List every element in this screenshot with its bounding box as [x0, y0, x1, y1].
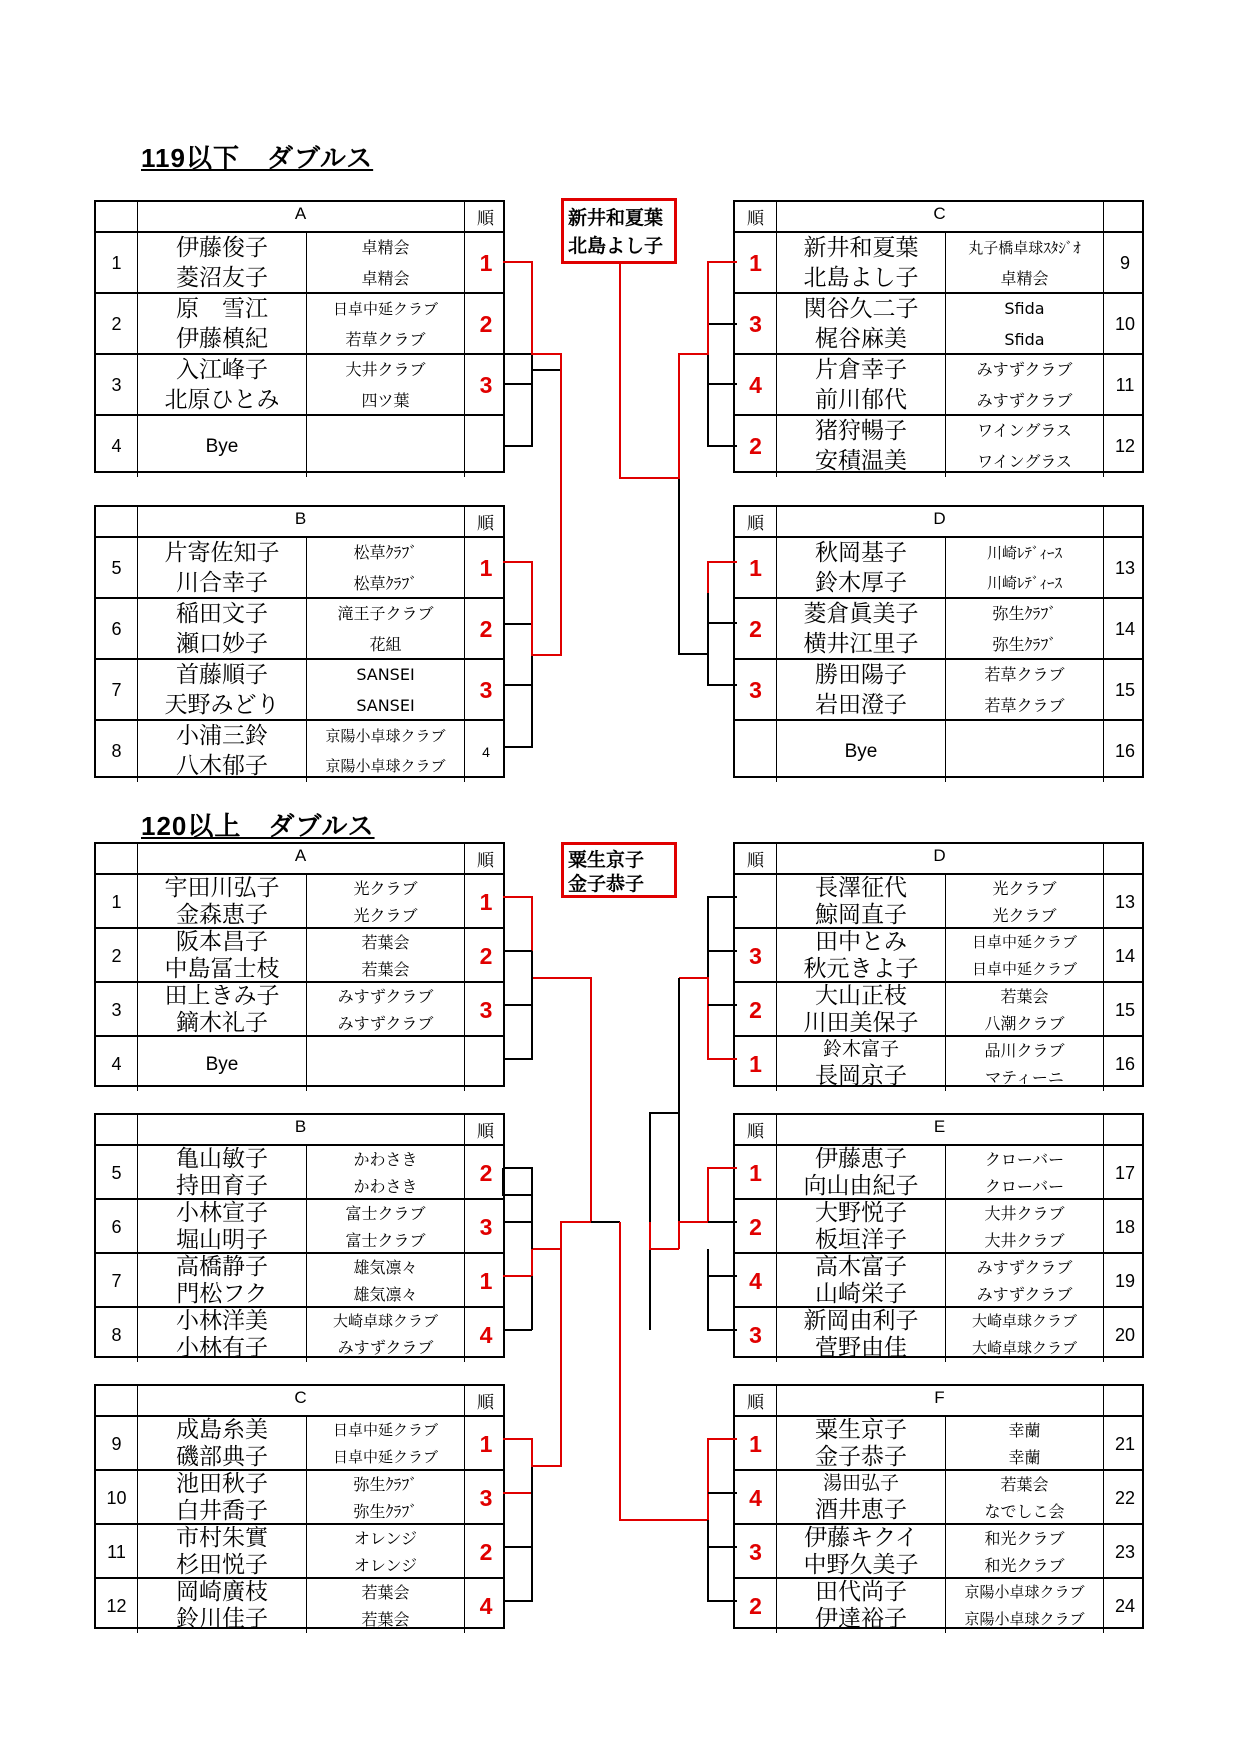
entry-number: 4: [111, 436, 122, 456]
player-name: 岡崎廣枝: [176, 1579, 268, 1605]
club-name: SANSEI: [356, 665, 415, 685]
player-name: 横井江里子: [803, 631, 919, 658]
club-name: 四ツ葉: [361, 390, 410, 410]
player-name: 八木郁子: [176, 753, 268, 780]
rank-value: 3: [749, 311, 762, 337]
bracket-line: [679, 478, 708, 654]
club-name: かわさき: [353, 1176, 418, 1196]
player-name: 菱沼友子: [176, 265, 268, 292]
player-name: 山崎栄子: [815, 1281, 907, 1307]
player-name: 鯨岡直子: [815, 902, 907, 928]
club-name: 京陽小卓球クラブ: [964, 1583, 1085, 1601]
club-name: 松草ｸﾗﾌﾞ: [353, 543, 418, 563]
entry-number: 8: [111, 741, 122, 761]
champion-player-1: 新井和夏葉: [568, 207, 664, 229]
player-name: 向山由紀子: [803, 1173, 919, 1199]
player-name: 長岡京子: [815, 1063, 907, 1089]
player-name: 鈴木厚子: [815, 570, 907, 597]
club-name: SANSEI: [356, 695, 415, 715]
rank-value: 2: [749, 616, 762, 642]
club-name: みすずクラブ: [976, 1284, 1073, 1304]
player-name: 伊藤俊子: [176, 234, 268, 261]
group-label: E: [933, 1117, 946, 1136]
rank-value: 2: [464, 294, 507, 355]
entry-number: 14: [1103, 929, 1146, 983]
club-name: かわさき: [353, 1149, 418, 1169]
rank-value: 4: [464, 721, 507, 782]
club-name: 川崎ﾚﾃﾞｨｰｽ: [986, 543, 1062, 562]
club-name: 滝王子クラブ: [337, 604, 434, 624]
group-label: F: [934, 1388, 945, 1407]
bracket-line: [503, 1005, 532, 1059]
rank-value: 1: [749, 1430, 762, 1457]
club-name: 日卓中延クラブ: [332, 1448, 438, 1466]
player-name: 中島冨士枝: [164, 956, 280, 982]
group-label: B: [294, 1117, 307, 1136]
entry-number: 13: [1103, 538, 1146, 599]
entry-number: 7: [111, 680, 122, 700]
bracket-line: [503, 562, 532, 624]
bracket-line: [708, 1547, 737, 1601]
champion-player-1: 粟生京子: [568, 849, 645, 871]
club-name: 富士クラブ: [345, 1203, 426, 1223]
club-name: ワイングラス: [977, 451, 1072, 471]
club-name: 若葉会: [361, 932, 410, 952]
rank-value: 3: [749, 1538, 762, 1565]
club-name: みすずクラブ: [976, 390, 1073, 410]
player-name: 中野久美子: [803, 1552, 919, 1578]
player-name: 杉田悦子: [176, 1552, 268, 1578]
rank-value: 4: [464, 1308, 507, 1362]
rank-value: 3: [464, 1471, 507, 1525]
player-name: 北島よし子: [803, 265, 919, 292]
entry-number: 3: [111, 375, 122, 395]
bracket-line: [532, 370, 561, 478]
rank-value: 1: [464, 538, 507, 599]
player-name: 鈴木富子: [822, 1038, 899, 1060]
player-name: 岩田澄子: [815, 692, 907, 719]
club-name: 松草ｸﾗﾌﾞ: [353, 573, 418, 593]
entry-number: 22: [1103, 1471, 1146, 1525]
entry-number: 20: [1103, 1308, 1146, 1362]
rank-value: 2: [749, 1213, 762, 1240]
club-name: 和光クラブ: [984, 1528, 1065, 1548]
club-name: 若草クラブ: [984, 695, 1065, 715]
rank-value: 4: [749, 1267, 762, 1294]
club-name: 花組: [369, 634, 402, 654]
player-name: 長澤征代: [815, 875, 907, 901]
player-name: 持田育子: [176, 1173, 268, 1199]
rank-header: 順: [747, 209, 764, 228]
bracket-line: [503, 1439, 532, 1493]
bye-label: Bye: [205, 1053, 239, 1075]
club-name: 大井クラブ: [345, 360, 426, 380]
rank-header: 順: [477, 209, 494, 228]
player-name: 北原ひとみ: [164, 387, 280, 414]
entry-number: 12: [1103, 416, 1146, 477]
player-name: 田中とみ: [815, 929, 907, 955]
group-label: A: [294, 846, 307, 865]
bracket-line: [503, 478, 561, 655]
player-name: 伊藤恵子: [815, 1146, 907, 1172]
club-name: オレンジ: [353, 1528, 418, 1548]
rank-header: 順: [747, 1122, 764, 1141]
rank-value: 1: [749, 1050, 762, 1077]
club-name: 若葉会: [361, 1609, 410, 1629]
bracket-line: [708, 623, 737, 685]
player-name: 板垣洋子: [815, 1227, 907, 1253]
rank-value: 2: [464, 1525, 507, 1579]
player-name: 瀬口妙子: [176, 631, 268, 658]
player-name: 湯田弘子: [822, 1472, 899, 1494]
player-name: 入江峰子: [176, 356, 268, 383]
bracket-line: [503, 262, 532, 354]
club-name: みすずクラブ: [337, 1338, 434, 1358]
club-name: 京陽小卓球クラブ: [325, 726, 446, 745]
player-name: 白井喬子: [176, 1498, 268, 1524]
player-name: 猪狩暢子: [815, 417, 907, 444]
group-label: D: [933, 509, 946, 528]
club-name: 京陽小卓球クラブ: [325, 757, 446, 776]
entry-number: 10: [106, 1487, 127, 1508]
player-name: 田代尚子: [815, 1579, 907, 1605]
rank-value: 1: [464, 875, 507, 929]
player-name: 池田秋子: [176, 1471, 268, 1497]
club-name: 卓精会: [1000, 268, 1049, 288]
bracket-line: [679, 1168, 737, 1249]
rank-value: 3: [464, 983, 507, 1037]
entry-number: 3: [111, 999, 122, 1020]
club-name: 弥生ｸﾗﾌﾞ: [992, 604, 1057, 624]
club-name: 弥生ｸﾗﾌﾞ: [353, 1474, 418, 1494]
player-name: 高橋静子: [176, 1254, 268, 1280]
club-name: クローバー: [984, 1176, 1065, 1196]
club-name: オレンジ: [353, 1555, 418, 1575]
rank-value: 2: [749, 433, 762, 459]
bracket-line: [620, 1222, 708, 1520]
entry-number: 2: [111, 945, 122, 966]
entry-number: 18: [1103, 1200, 1146, 1254]
entry-number: 6: [111, 619, 122, 639]
club-name: みすずクラブ: [337, 1013, 434, 1033]
club-name: 若葉会: [361, 1582, 410, 1602]
club-name: 大崎卓球クラブ: [971, 1312, 1077, 1330]
rank-value: 2: [464, 599, 507, 660]
club-name: 卓精会: [361, 238, 410, 258]
entry-number: 15: [1103, 983, 1146, 1037]
player-name: 伊藤キクイ: [804, 1525, 918, 1551]
bracket-line: [561, 1222, 591, 1385]
bracket-line: [708, 897, 737, 951]
player-name: 原 雪江: [176, 295, 268, 322]
section-title-120: 120以上 ダブルス: [141, 811, 375, 841]
club-name: 光クラブ: [992, 878, 1057, 898]
player-name: 菱倉眞美子: [803, 600, 919, 627]
club-name: 弥生ｸﾗﾌﾞ: [353, 1501, 418, 1521]
player-name: 関谷久二子: [803, 295, 919, 322]
entry-number: 9: [111, 1433, 122, 1454]
club-name: 大崎卓球クラブ: [332, 1311, 438, 1330]
club-name: 丸子橋卓球ｽﾀｼﾞｵ: [968, 238, 1081, 257]
player-name: 梶谷麻美: [815, 326, 907, 353]
bracket-line: [650, 1113, 679, 1330]
club-name: みすずクラブ: [976, 1257, 1073, 1277]
bracket-line: [503, 1385, 561, 1466]
entry-number: 1: [111, 891, 122, 912]
club-name: 光クラブ: [992, 905, 1057, 925]
bracket-line: [503, 685, 532, 747]
club-name: 若草クラブ: [984, 665, 1065, 685]
player-name: 金子恭子: [815, 1444, 907, 1470]
rank-value: 4: [749, 1484, 762, 1511]
entry-number: 14: [1103, 599, 1146, 660]
rank-value: 1: [749, 555, 762, 581]
rank-value: 2: [464, 1146, 507, 1200]
rank-header: 順: [477, 1122, 494, 1141]
group-label: C: [294, 1388, 307, 1407]
player-name: 天野みどり: [164, 692, 280, 719]
club-name: 雄気凛々: [353, 1284, 418, 1304]
entry-number: 7: [111, 1270, 122, 1291]
rank-header: 順: [477, 1393, 494, 1412]
rank-value: 4: [749, 372, 762, 398]
champion-player-2: 北島よし子: [568, 235, 664, 257]
club-name: 川崎ﾚﾃﾞｨｰｽ: [986, 574, 1062, 593]
club-name: 若草クラブ: [345, 329, 426, 349]
club-name: Sfida: [1004, 329, 1045, 349]
player-name: 勝田陽子: [815, 661, 907, 688]
club-name: 和光クラブ: [984, 1555, 1065, 1575]
player-name: 門松フク: [176, 1281, 268, 1307]
rank-value: 1: [749, 250, 762, 276]
entry-number: 19: [1103, 1254, 1146, 1308]
player-name: 粟生京子: [815, 1417, 907, 1443]
player-name: 伊藤槙紀: [176, 326, 268, 353]
club-name: 光クラブ: [353, 878, 418, 898]
club-name: 光クラブ: [353, 905, 418, 925]
player-name: 亀山敏子: [176, 1146, 268, 1172]
entry-number: 16: [1103, 721, 1146, 782]
entry-number: 13: [1103, 875, 1146, 929]
entry-number: 5: [111, 1162, 122, 1183]
club-name: 弥生ｸﾗﾌﾞ: [992, 634, 1057, 654]
entry-number: 9: [1103, 233, 1146, 294]
entry-number: 6: [111, 1216, 122, 1237]
entry-number: 2: [111, 314, 122, 334]
rank-header: 順: [477, 851, 494, 870]
rank-value: 3: [464, 660, 507, 721]
rank-value: 2: [749, 1592, 762, 1619]
entry-number: 15: [1103, 660, 1146, 721]
group-label: C: [933, 204, 946, 223]
group-label: A: [294, 204, 307, 223]
entry-number: 11: [1103, 355, 1146, 416]
player-name: 阪本昌子: [176, 929, 268, 955]
rank-value: 3: [749, 677, 762, 703]
club-name: みすずクラブ: [976, 360, 1073, 380]
club-name: 若葉会: [1000, 1474, 1049, 1494]
section-title-119: 119以下 ダブルス: [141, 143, 374, 173]
entry-number: 16: [1103, 1037, 1146, 1091]
rank-header: 順: [477, 514, 494, 533]
rank-value: 2: [749, 996, 762, 1023]
player-name: 成島糸美: [176, 1417, 268, 1443]
player-name: 小浦三鈴: [176, 722, 268, 749]
player-name: 宇田川弘子: [164, 875, 280, 901]
bracket-line: [708, 562, 737, 593]
club-name: 大井クラブ: [984, 1230, 1065, 1250]
bracket-line: [503, 1168, 532, 1195]
club-name: マティーニ: [985, 1067, 1064, 1087]
player-name: 堀山明子: [176, 1227, 268, 1253]
bracket-line: [708, 1276, 737, 1330]
club-name: 雄気凛々: [353, 1257, 418, 1277]
club-name: 若葉会: [361, 959, 410, 979]
player-name: 酒井恵子: [815, 1497, 907, 1523]
player-name: 片倉幸子: [815, 356, 907, 383]
club-name: 大井クラブ: [984, 1203, 1065, 1223]
rank-value: 2: [464, 929, 507, 983]
bracket-line: [679, 978, 737, 1059]
player-name: 高木富子: [815, 1254, 907, 1280]
rank-header: 順: [747, 514, 764, 533]
club-name: 幸蘭: [1008, 1420, 1041, 1440]
player-name: 伊達裕子: [815, 1606, 907, 1632]
bracket-line: [650, 1222, 679, 1249]
bracket-line: [708, 384, 737, 446]
player-name: 川合幸子: [176, 570, 268, 597]
club-name: 品川クラブ: [984, 1040, 1065, 1060]
entry-number: 11: [107, 1541, 126, 1562]
bracket-line: [503, 384, 532, 446]
rank-value: 1: [464, 1254, 507, 1308]
club-name: 若葉会: [1000, 986, 1049, 1006]
club-name: 富士クラブ: [345, 1230, 426, 1250]
rank-value: 1: [749, 1159, 762, 1186]
club-name: 日卓中延クラブ: [971, 960, 1077, 978]
rank-value: 1: [464, 1417, 507, 1471]
club-name: ワイングラス: [977, 421, 1072, 441]
bracket-line: [708, 1439, 737, 1520]
rank-header: 順: [747, 851, 764, 870]
player-name: 新井和夏葉: [803, 234, 919, 261]
rank-value: 4: [464, 1579, 507, 1633]
rank-value: 3: [749, 1321, 762, 1348]
player-name: 大野悦子: [815, 1200, 907, 1226]
club-name: 京陽小卓球クラブ: [964, 1610, 1085, 1628]
rank-value: 3: [464, 1200, 507, 1254]
player-name: 小林有子: [176, 1335, 268, 1361]
entry-number: 10: [1103, 294, 1146, 355]
player-name: 秋元きよ子: [803, 956, 919, 982]
club-name: クローバー: [984, 1149, 1065, 1169]
club-name: 大崎卓球クラブ: [971, 1339, 1077, 1357]
player-name: 新岡由利子: [803, 1308, 919, 1334]
player-name: 金森恵子: [176, 902, 268, 928]
player-name: 鈴川佳子: [176, 1606, 268, 1632]
player-name: 稲田文子: [176, 600, 268, 627]
entry-number: 21: [1103, 1417, 1146, 1471]
club-name: Sfida: [1004, 299, 1045, 319]
champion-player-2: 金子恭子: [568, 873, 645, 895]
group-label: B: [294, 509, 307, 528]
club-name: 卓精会: [361, 268, 410, 288]
player-name: 小林洋美: [176, 1308, 268, 1334]
entry-number: 24: [1103, 1579, 1146, 1633]
player-name: 市村朱實: [176, 1525, 268, 1551]
bye-label: Bye: [844, 741, 878, 762]
rank-value: 1: [464, 233, 507, 294]
entry-number: 17: [1103, 1146, 1146, 1200]
bracket-line: [503, 1547, 532, 1601]
player-name: 小林宣子: [176, 1200, 268, 1226]
entry-number: 12: [106, 1595, 127, 1616]
entry-number: 1: [111, 253, 122, 273]
entry-number: 23: [1103, 1525, 1146, 1579]
club-name: 日卓中延クラブ: [332, 299, 438, 318]
player-name: 菅野由佳: [815, 1335, 907, 1361]
rank-value: 3: [749, 942, 762, 969]
entry-number: 5: [111, 558, 122, 578]
player-name: 大山正枝: [815, 983, 907, 1009]
club-name: 日卓中延クラブ: [332, 1421, 438, 1439]
player-name: 前川郁代: [815, 387, 907, 414]
club-name: みすずクラブ: [337, 986, 434, 1006]
group-label: D: [933, 846, 946, 865]
player-name: 片寄佐知子: [164, 539, 280, 566]
entry-number: 4: [111, 1053, 122, 1074]
club-name: 八潮クラブ: [984, 1013, 1065, 1033]
player-name: 川田美保子: [803, 1010, 919, 1036]
rank-header: 順: [747, 1393, 764, 1412]
player-name: 磯部典子: [176, 1444, 268, 1470]
player-name: 鏑木礼子: [176, 1010, 268, 1036]
rank-value: 3: [464, 355, 507, 416]
player-name: 安積温美: [815, 448, 907, 475]
club-name: 日卓中延クラブ: [971, 933, 1077, 951]
bye-label: Bye: [205, 436, 239, 457]
player-name: 秋岡基子: [815, 539, 907, 566]
entry-number: 8: [111, 1324, 122, 1345]
player-name: 田上きみ子: [164, 983, 280, 1009]
club-name: 幸蘭: [1008, 1447, 1041, 1467]
club-name: なでしこ会: [984, 1501, 1065, 1521]
player-name: 首藤順子: [176, 661, 268, 688]
